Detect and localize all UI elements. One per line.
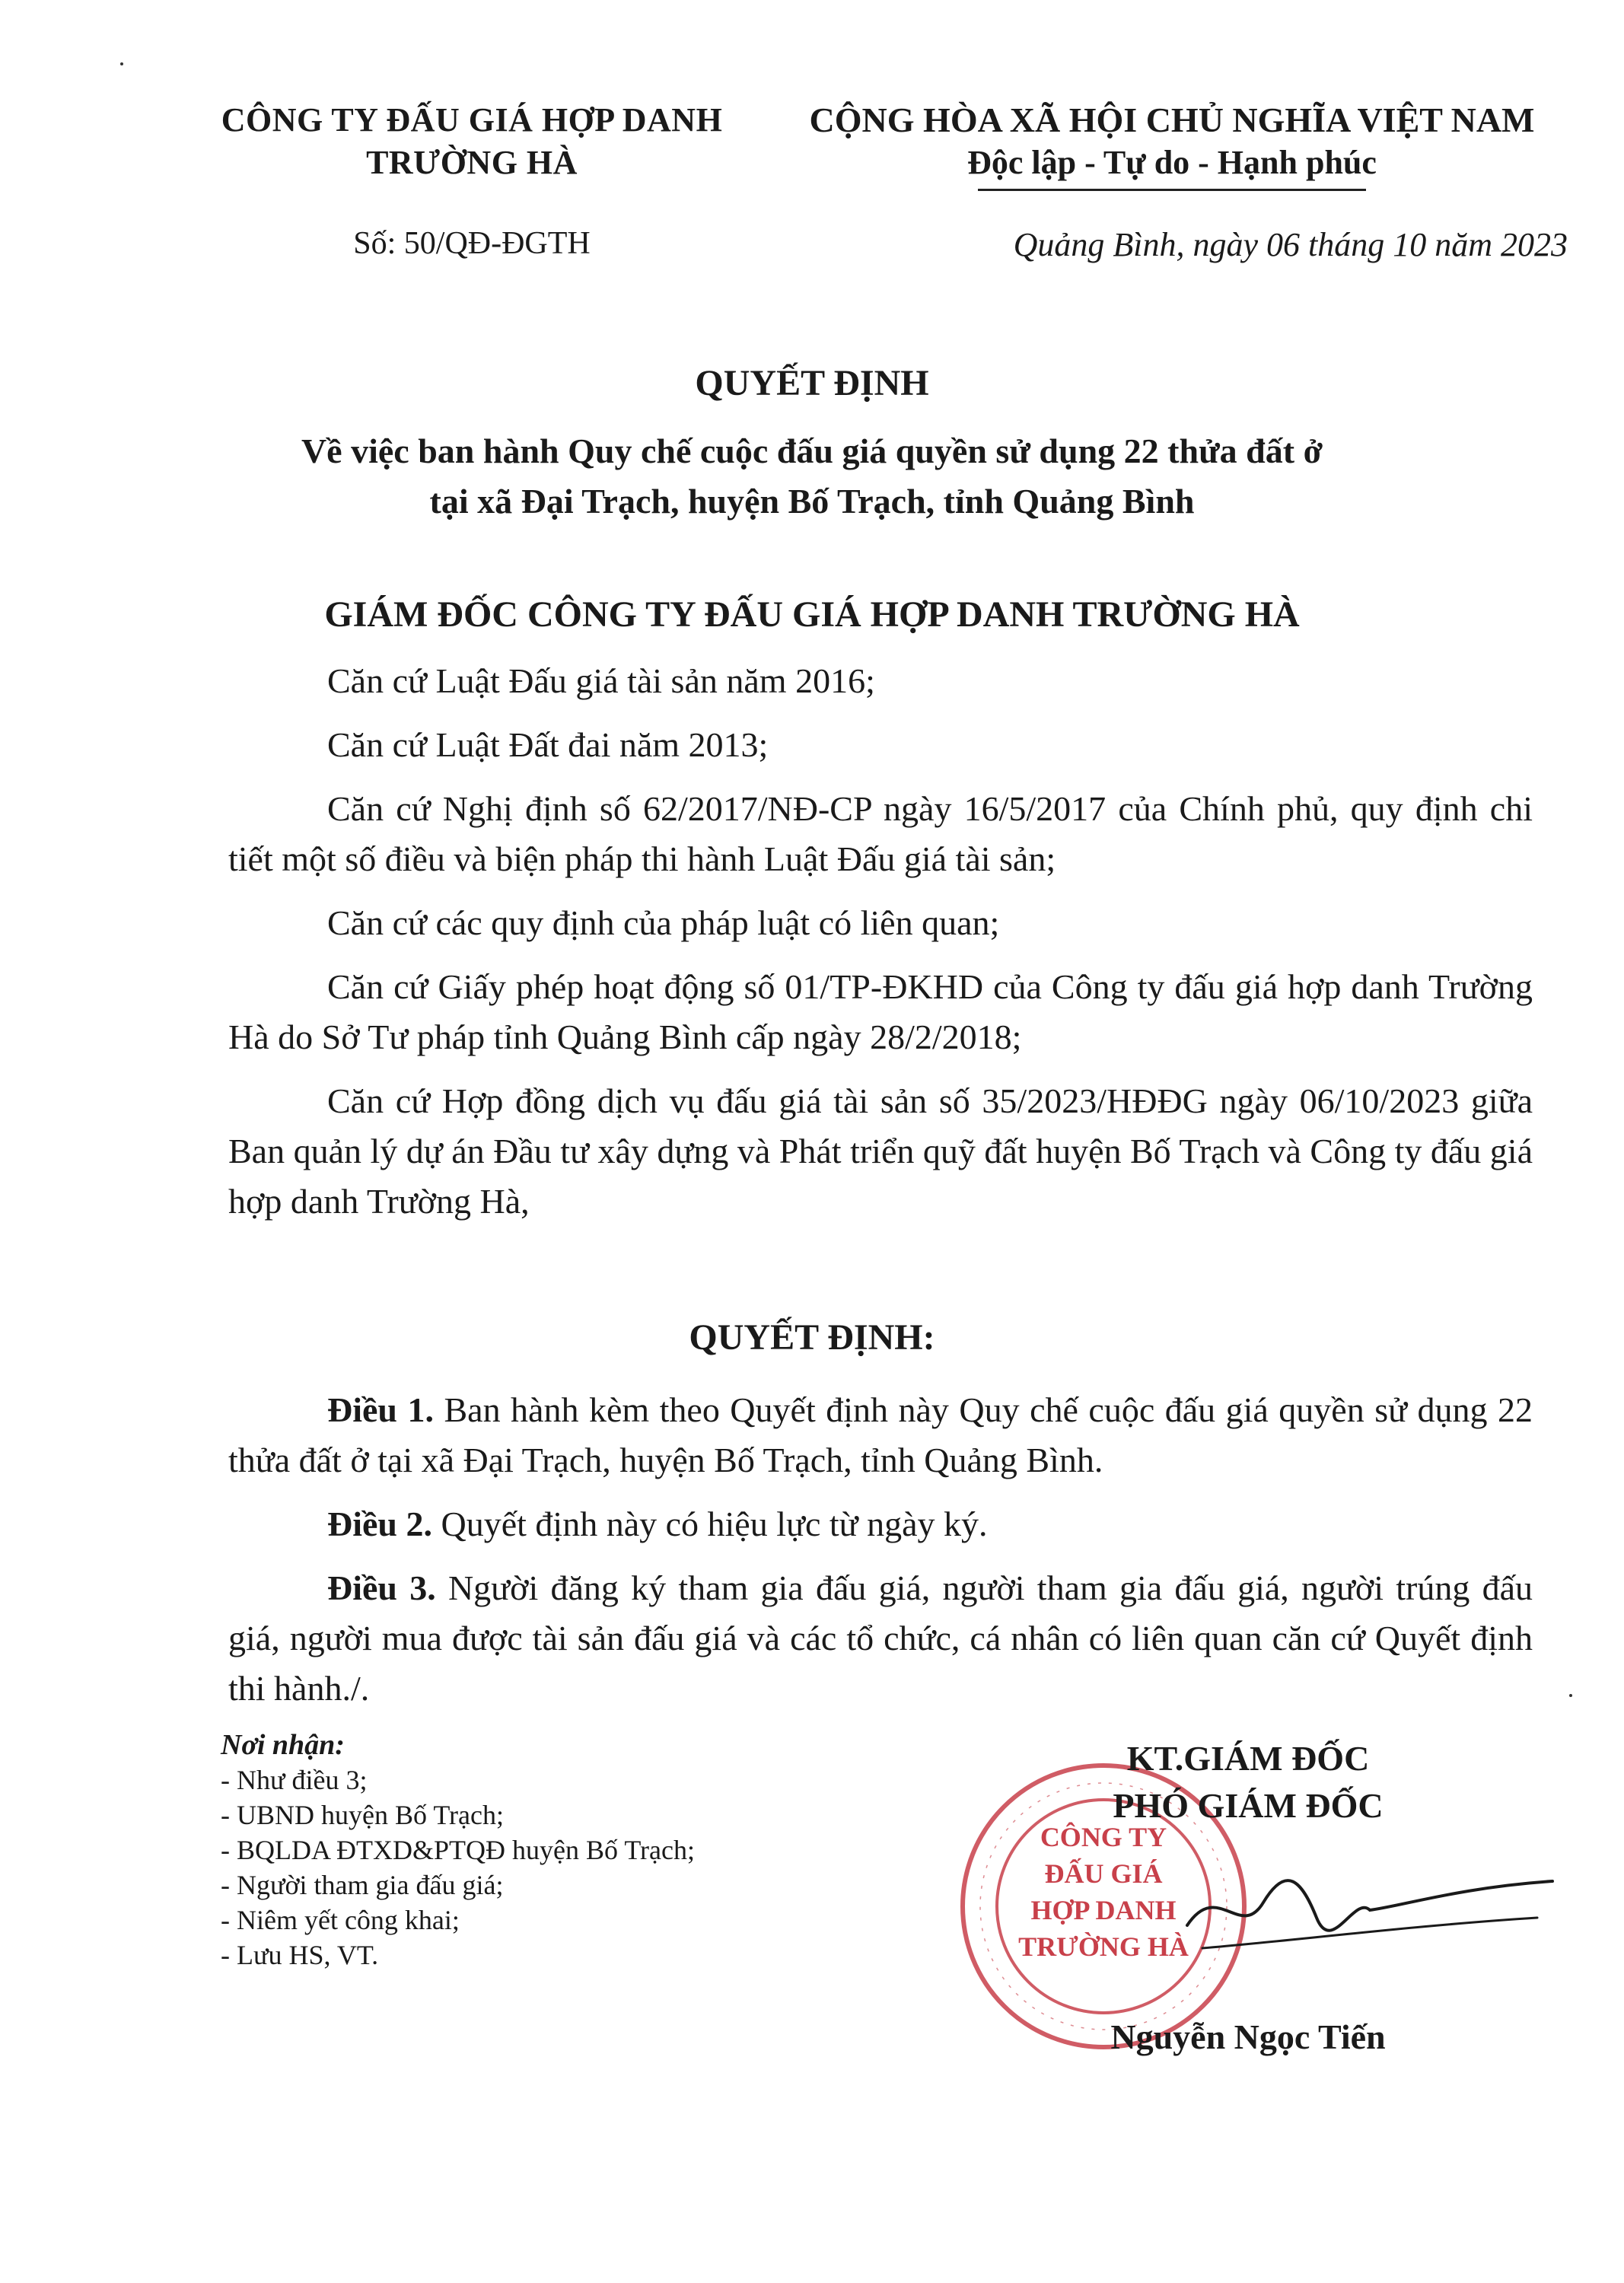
article-label: Điều 1.: [327, 1390, 434, 1429]
article-2: [228, 1499, 1533, 1549]
signer-name: Nguyễn Ngọc Tiến: [1110, 2017, 1386, 2056]
article-text: Người đăng ký tham gia đấu giá, người tham gia đấu giá, người trúng đấu giá, người mua được tài sản đấu giá và các tổ chức, cá nhân có liên quan căn cứ Quyết định thi hành./.: [228, 1568, 1533, 1708]
article-label: Điều 3.: [327, 1568, 436, 1607]
article-label: Điều 2.: [327, 1504, 432, 1543]
legal-bases: [228, 656, 1533, 1240]
basis-paragraph: Căn cứ các quy định của pháp luật có liên quan;: [327, 903, 1000, 942]
subject-line-1: Về việc ban hành Quy chế cuộc đấu giá quyền sử dụng 22 thửa đất ở: [301, 431, 1323, 470]
scan-speck: [120, 62, 123, 65]
organization-header: [183, 99, 761, 184]
basis-paragraph: Căn cứ Giấy phép hoạt động số 01/TP-ĐKHD của Công ty đấu giá hợp danh Trường Hà do Sở Tư pháp tỉnh Quảng Bình cấp ngày 28/2/2018;: [228, 967, 1533, 1056]
org-name-line1: CÔNG TY ĐẤU GIÁ HỢP DANH: [221, 101, 723, 139]
recipient-item: - Lưu HS, VT.: [221, 1940, 379, 1970]
document-title: QUYẾT ĐỊNH: [695, 363, 929, 403]
org-name-line2: TRƯỜNG HÀ: [366, 144, 578, 181]
seal-line: TRƯỜNG HÀ: [1018, 1931, 1189, 1962]
document-number: Số: 50/QĐ-ĐGTH: [353, 226, 591, 261]
recipient-item: - Như điều 3;: [221, 1765, 368, 1795]
article-text: Ban hành kèm theo Quyết định này Quy chế cuộc đấu giá quyền sử dụng 22 thửa đất ở tại xã Đại Trạch, huyện Bố Trạch, tỉnh Quảng Bình.: [228, 1390, 1533, 1479]
recipient-item: - UBND huyện Bố Trạch;: [221, 1800, 505, 1830]
nation-title: CỘNG HÒA XÃ HỘI CHỦ NGHĨA VIỆT NAM: [809, 100, 1535, 139]
article-1: [228, 1385, 1533, 1485]
issuing-authority: GIÁM ĐỐC CÔNG TY ĐẤU GIÁ HỢP DANH TRƯỜNG HÀ: [324, 594, 1300, 635]
basis-paragraph: Căn cứ Nghị định số 62/2017/NĐ-CP ngày 16/5/2017 của Chính phủ, quy định chi tiết một số điều và biện pháp thi hành Luật Đấu giá tài sản;: [228, 789, 1533, 878]
handwritten-signature: [1172, 1834, 1568, 1971]
motto-underline: [978, 189, 1366, 191]
basis-paragraph: Căn cứ Luật Đất đai năm 2013;: [327, 725, 769, 764]
signature-block: [1035, 1735, 1461, 1829]
article-3: [228, 1563, 1533, 1714]
place-date: Quảng Bình, ngày 06 tháng 10 năm 2023: [1013, 226, 1568, 263]
article-text: Quyết định này có hiệu lực từ ngày ký.: [432, 1504, 988, 1543]
articles: [228, 1385, 1533, 1727]
scan-speck: [1569, 1694, 1572, 1697]
decision-heading: QUYẾT ĐỊNH:: [689, 1317, 935, 1358]
national-motto: Độc lập - Tự do - Hạnh phúc: [967, 144, 1377, 181]
recipient-item: - Người tham gia đấu giá;: [221, 1870, 504, 1900]
document-subject: [0, 426, 1624, 527]
subject-line-2: tại xã Đại Trạch, huyện Bố Trạch, tỉnh Quảng Bình: [429, 482, 1195, 521]
signature-title-2: PHÓ GIÁM ĐỐC: [1113, 1786, 1384, 1825]
seal-line: HỢP DANH: [1030, 1895, 1177, 1925]
signature-title-1: KT.GIÁM ĐỐC: [1126, 1739, 1370, 1778]
seal-line: ĐẤU GIÁ: [1044, 1858, 1163, 1889]
recipients-title: Nơi nhận:: [221, 1729, 345, 1761]
national-header: [776, 99, 1568, 191]
recipient-item: - Niêm yết công khai;: [221, 1905, 460, 1935]
basis-paragraph: Căn cứ Hợp đồng dịch vụ đấu giá tài sản số 35/2023/HĐĐG ngày 06/10/2023 giữa Ban quản lý dự án Đầu tư xây dựng và Phát triển quỹ đất huyện Bố Trạch và Công ty đấu giá hợp danh Trường Hà,: [228, 1081, 1533, 1221]
seal-line: CÔNG TY: [1040, 1822, 1167, 1852]
recipient-item: - BQLDA ĐTXD&PTQĐ huyện Bố Trạch;: [221, 1835, 696, 1865]
recipients-list: [221, 1727, 695, 1973]
basis-paragraph: Căn cứ Luật Đấu giá tài sản năm 2016;: [327, 661, 875, 700]
